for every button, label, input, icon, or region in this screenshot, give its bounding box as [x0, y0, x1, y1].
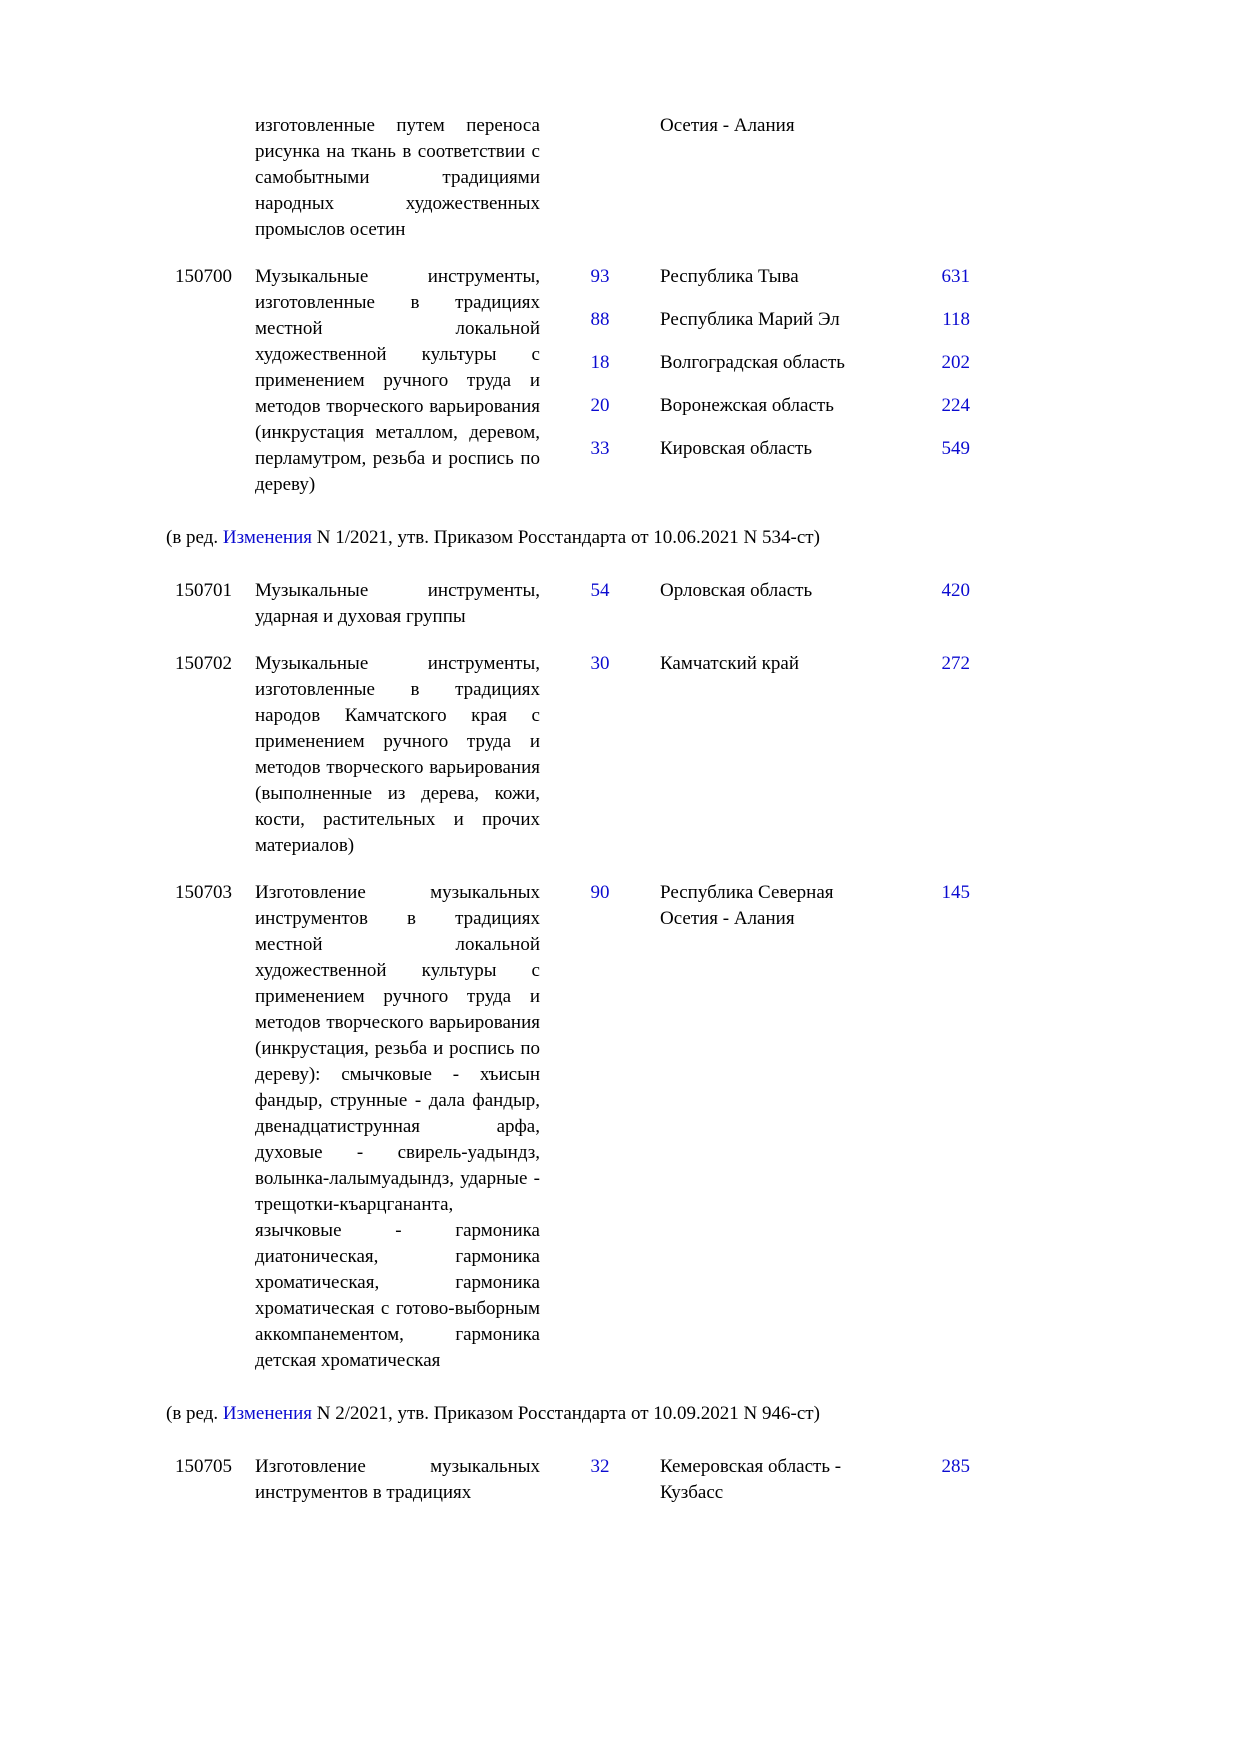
- entry-region: Воронежская область: [660, 395, 834, 416]
- row-entries: [540, 651, 970, 859]
- region-entry: [540, 393, 970, 419]
- continuation-row: [175, 113, 970, 243]
- row-code: 150705: [175, 1456, 232, 1477]
- row-entries: [540, 880, 970, 1374]
- row-code: 150703: [175, 882, 232, 903]
- region-entry: [540, 264, 970, 290]
- amendment-note: [166, 1401, 970, 1427]
- row-description: Музыкальные инструменты, изготовленные в традициях местной локальной художественной культуры с применением ручного труда и методов творческого варьирования (инкрустация металлом, деревом, перламутром, резьба и роспись по дереву): [255, 266, 540, 495]
- amendment-prefix: (в ред.: [166, 527, 223, 548]
- entry-count: 202: [941, 352, 970, 373]
- entry-count: 272: [941, 653, 970, 674]
- entry-region: Волгоградская область: [660, 352, 845, 373]
- entry-count: 118: [942, 309, 970, 330]
- table-row: [175, 651, 970, 859]
- entry-region: Орловская область: [660, 580, 813, 601]
- entry-count: 224: [941, 395, 970, 416]
- row-entries: [540, 113, 970, 243]
- region-entry: [540, 880, 970, 932]
- entry-number: [540, 113, 660, 139]
- entry-number: 93: [590, 266, 610, 287]
- entry-number: 20: [590, 395, 610, 416]
- row-entries: [540, 578, 970, 630]
- row-entries: [540, 1454, 970, 1523]
- table-row: [175, 578, 970, 630]
- amendment-suffix: N 1/2021, утв. Приказом Росстандарта от 10.06.2021 N 534-ст): [312, 527, 820, 548]
- region-entry: [540, 1454, 970, 1506]
- row-description: Изготовление музыкальных инструментов в традициях: [255, 1456, 540, 1503]
- entry-number: 32: [590, 1456, 610, 1477]
- row-description: Изготовление музыкальных инструментов в традициях местной локальной художественной культуры с применением ручного труда и методов творческого варьирования (инкрустация, резьба и роспись по дереву): смычковые - хъисын фандыр, струнные - дала фандыр, двенадцатиструнная арфа, духовые - свирель-уадындз, волынка-лалымуадындз, ударные - трещотки-къарцгананта, язычковые - гармоника диатоническая, гармоника хроматическая, гармоника хроматическая с готово-выборным аккомпанементом, гармоника детская хроматическая: [255, 882, 540, 1371]
- entry-number: 54: [590, 580, 610, 601]
- region-entry: [540, 436, 970, 462]
- amendment-link[interactable]: Изменения: [222, 1403, 312, 1424]
- row-code: [175, 113, 255, 243]
- table-row: [175, 880, 970, 1374]
- entry-count: 420: [941, 580, 970, 601]
- row-entries: [540, 264, 970, 498]
- entry-count: [872, 113, 970, 139]
- row-code: 150701: [175, 580, 232, 601]
- entry-region: Осетия - Алания: [660, 115, 795, 136]
- entry-number: 33: [590, 438, 610, 459]
- row-code: 150702: [175, 653, 232, 674]
- amendment-link[interactable]: Изменения: [222, 527, 312, 548]
- entry-region: Кировская область: [660, 438, 813, 459]
- entry-count: 549: [941, 438, 970, 459]
- region-entry: [540, 307, 970, 333]
- entry-count: 285: [941, 1456, 970, 1477]
- entry-region: Республика Марий Эл: [660, 309, 840, 330]
- region-entry: [540, 651, 970, 677]
- amendment-prefix: (в ред.: [166, 1403, 223, 1424]
- entry-count: 631: [941, 266, 970, 287]
- entry-region: Камчатский край: [660, 653, 799, 674]
- region-entry: [540, 113, 970, 139]
- amendment-note: [166, 525, 970, 551]
- table-row: [175, 264, 970, 498]
- entry-count: 145: [941, 882, 970, 903]
- table-row: [175, 1454, 970, 1523]
- entry-region: Республика Тыва: [660, 266, 799, 287]
- region-entry: [540, 578, 970, 604]
- row-description: изготовленные путем переноса рисунка на ткань в соответствии с самобытными традициями народных художественных промыслов осетин: [255, 115, 540, 240]
- entry-number: 18: [590, 352, 610, 373]
- entry-region: Республика Северная Осетия - Алания: [660, 882, 834, 929]
- entry-region: Кемеровская область - Кузбасс: [660, 1456, 842, 1503]
- row-description: Музыкальные инструменты, изготовленные в традициях народов Камчатского края с применением ручного труда и методов творческого варьирования (выполненные из дерева, кожи, кости, растительных и прочих материалов): [255, 653, 540, 856]
- amendment-suffix: N 2/2021, утв. Приказом Росстандарта от 10.09.2021 N 946-ст): [312, 1403, 820, 1424]
- entry-number: 88: [590, 309, 610, 330]
- entry-number: 90: [590, 882, 610, 903]
- row-description: Музыкальные инструменты, ударная и духовая группы: [255, 580, 540, 627]
- row-code: 150700: [175, 266, 232, 287]
- entry-number: 30: [590, 653, 610, 674]
- region-entry: [540, 350, 970, 376]
